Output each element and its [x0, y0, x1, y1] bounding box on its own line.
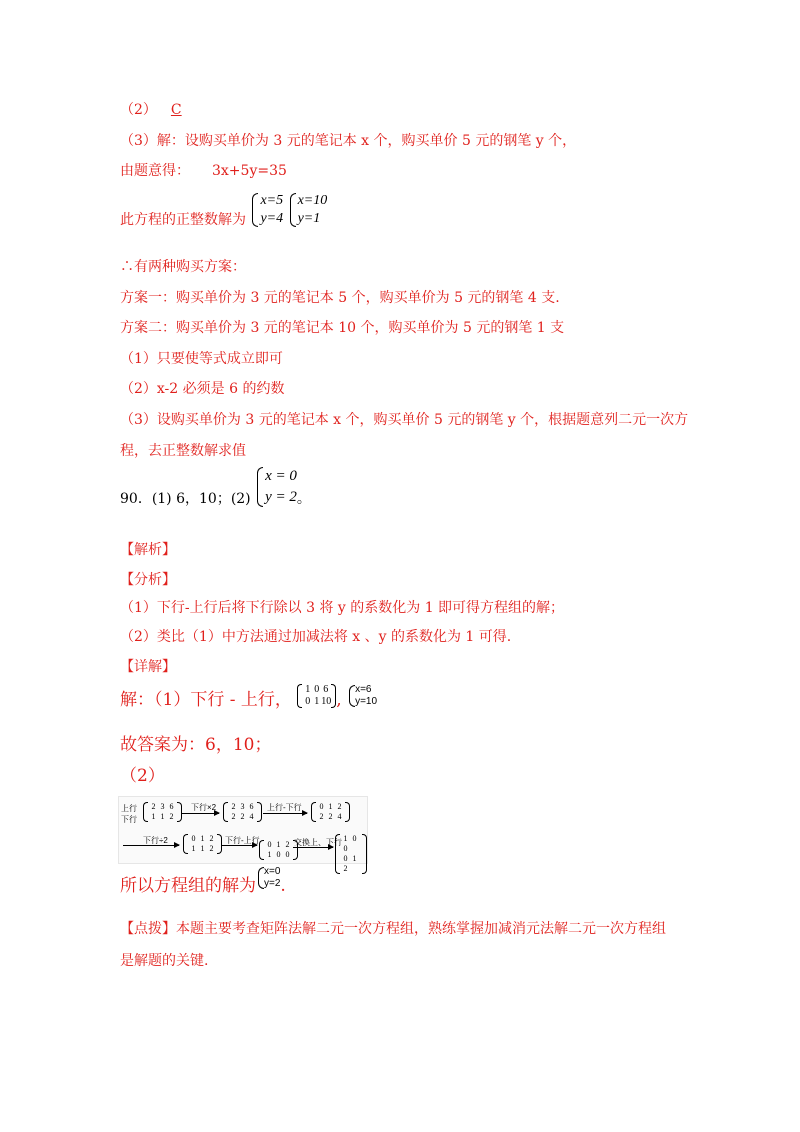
op-label-4: 下行-上行 — [225, 836, 260, 845]
sys-eq: y=4 — [260, 211, 284, 226]
matrix-cell: 2 — [231, 812, 236, 821]
matrix-cell: 0 — [319, 802, 324, 811]
analysis-heading: 【解析】 — [120, 542, 176, 558]
two-plans-line: ∴有两种购买方案： — [120, 259, 246, 275]
equation: 3x+5y=35 — [212, 163, 287, 179]
matrix-cell: 2 — [328, 812, 333, 821]
matrix-cell: 2 — [240, 812, 245, 821]
hint-2: （2）x-2 必须是 6 的约数 — [120, 381, 285, 397]
row-label-bottom: 下行 — [121, 815, 137, 824]
answer-choice: C — [170, 102, 182, 118]
matrix-cell: 0 — [343, 844, 348, 853]
answer-line-2 — [120, 100, 188, 120]
matrix-f — [335, 834, 367, 874]
positive-solutions-line — [120, 192, 327, 228]
answer-summary: 故答案为：6，10； — [120, 735, 272, 755]
detail-prefix: 解：（1）下行 - 上行， — [120, 689, 292, 710]
matrix-cell: 1 — [276, 840, 281, 849]
matrix-cell: 0 — [314, 684, 320, 695]
op-label-5: 交换上、下行 — [294, 838, 342, 847]
matrix-cell: 1 — [267, 850, 272, 859]
q90-system — [255, 466, 297, 508]
matrix-cell: 1 — [191, 844, 196, 853]
matrix-cell: 1 — [352, 854, 357, 863]
sys-eq: x=10 — [297, 193, 328, 208]
arrow-1 — [181, 813, 219, 814]
hint-1: （1）只要使等式成立即可 — [120, 351, 283, 367]
matrix-cell: 2 — [337, 802, 342, 811]
equation-prefix: 由题意得： — [120, 163, 190, 179]
matrix-cell: 0 — [343, 854, 348, 863]
sys-eq: x=5 — [260, 193, 284, 208]
detail-heading: 【详解】 — [120, 659, 176, 675]
arrow-2 — [263, 813, 307, 814]
matrix-cell: 10 — [321, 696, 332, 707]
matrix-e — [259, 840, 298, 860]
sys-eq: y=10 — [355, 696, 378, 707]
matrix-cell: 2 — [231, 802, 236, 811]
matrix-cell: 2 — [169, 812, 174, 821]
solution-system-2 — [288, 192, 328, 228]
dianbo-line-2: 是解题的关键. — [120, 953, 209, 969]
plan-1: 方案一：购买单价为 3 元的笔记本 5 个，购买单价为 5 元的钢笔 4 支. — [120, 290, 560, 306]
matrix-cell: 2 — [343, 864, 348, 873]
fenxi-1: （1）下行-上行后将下行除以 3 将 y 的系数化为 1 即可得方程组的解； — [120, 600, 565, 616]
detail-part-1: 解：（1）下行 - 上行， 1 0 6 0 1 10 , x=6 y=10 — [120, 684, 378, 710]
final-prefix: 所以方程组的解为 — [120, 875, 256, 896]
fenxi-2: （2）类比（1）中方法通过加减法将 x 、y 的系数化为 1 可得. — [120, 629, 512, 645]
matrix-cell: 6 — [249, 802, 254, 811]
matrix-cell: 0 — [352, 834, 357, 843]
solution-line-3: （3）解：设购买单价为 3 元的笔记本 x 个，购买单价 5 元的钢笔 y 个， — [120, 133, 577, 149]
solutions-prefix: 此方程的正整数解为 — [120, 212, 246, 228]
solution-system-1 — [250, 192, 283, 228]
matrix-cell: 3 — [160, 802, 165, 811]
matrix-cell: 1 — [200, 844, 205, 853]
fenxi-heading: 【分析】 — [120, 572, 176, 588]
matrix-cell: 4 — [249, 812, 254, 821]
matrix-cell: 1 — [314, 696, 320, 707]
matrix-cell: 3 — [240, 802, 245, 811]
arrow-4 — [221, 845, 257, 846]
matrix-row — [303, 696, 330, 708]
solution-system-4 — [256, 866, 280, 890]
sys-eq: y=1 — [297, 211, 321, 226]
sys-eq: y = 2 — [265, 489, 297, 505]
matrix-cell: 1 — [160, 812, 165, 821]
dianbo-line-1: 【点拨】本题主要考查矩阵法解二元一次方程组，熟练掌握加减消元法解二元一次方程组 — [120, 921, 666, 937]
matrix-cell: 6 — [169, 802, 174, 811]
matrix-cell: 6 — [323, 684, 329, 695]
final-solution-line — [120, 866, 286, 896]
matrix-cell: 1 — [328, 802, 333, 811]
hint-3-cont: 程，去正整数解求值 — [120, 443, 246, 459]
part-2-label: （2） — [120, 766, 165, 786]
matrix-cell: 0 — [276, 850, 281, 859]
sys-eq: x = 0 — [265, 468, 297, 484]
matrix-cell: 2 — [209, 834, 214, 843]
matrix-a — [143, 802, 182, 822]
matrix-c — [311, 802, 350, 822]
matrix-cell: 2 — [209, 844, 214, 853]
matrix-cell: 0 — [305, 696, 311, 707]
matrix-row — [303, 684, 330, 696]
solution-system-3 — [347, 684, 377, 708]
matrix-d — [183, 834, 222, 854]
q90-suffix: 。 — [296, 491, 311, 507]
question-90-answer — [120, 466, 311, 508]
sys-eq: x=0 — [264, 866, 281, 877]
op-label-3: 下行÷2 — [143, 836, 168, 845]
matrix-cell: 4 — [337, 812, 342, 821]
matrix-cell: 0 — [191, 834, 196, 843]
matrix-cell: 0 — [267, 840, 272, 849]
op-label-1: 下行×2 — [191, 803, 217, 812]
arrow-5 — [293, 847, 333, 848]
matrix-cell: 1 — [151, 812, 156, 821]
matrix-result-1 — [297, 684, 336, 708]
equation-line — [120, 161, 287, 181]
q90-prefix: 90．(1) 6，10；(2) — [120, 491, 251, 507]
arrow-3 — [123, 845, 179, 846]
matrix-b — [223, 802, 262, 822]
matrix-cell: 2 — [319, 812, 324, 821]
hint-3: （3）设购买单价为 3 元的笔记本 x 个，购买单价 5 元的钢笔 y 个，根据题意列二元一次方 — [120, 412, 689, 428]
op-label-2: 上行-下行 — [267, 803, 302, 812]
final-suffix: . — [280, 875, 286, 896]
matrix-cell: 1 — [343, 834, 348, 843]
matrix-cell: 0 — [285, 850, 290, 859]
plan-2: 方案二：购买单价为 3 元的笔记本 10 个，购买单价为 5 元的钢笔 1 支 — [120, 320, 565, 336]
matrix-cell: 1 — [305, 684, 311, 695]
matrix-cell: 1 — [200, 834, 205, 843]
sys-eq: y=2 — [264, 878, 281, 889]
matrix-cell: 2 — [285, 840, 290, 849]
sys-eq: x=6 — [355, 684, 372, 695]
row-label-top: 上行 — [121, 804, 137, 813]
matrix-cell: 2 — [151, 802, 156, 811]
item-number: （2） — [120, 102, 157, 118]
